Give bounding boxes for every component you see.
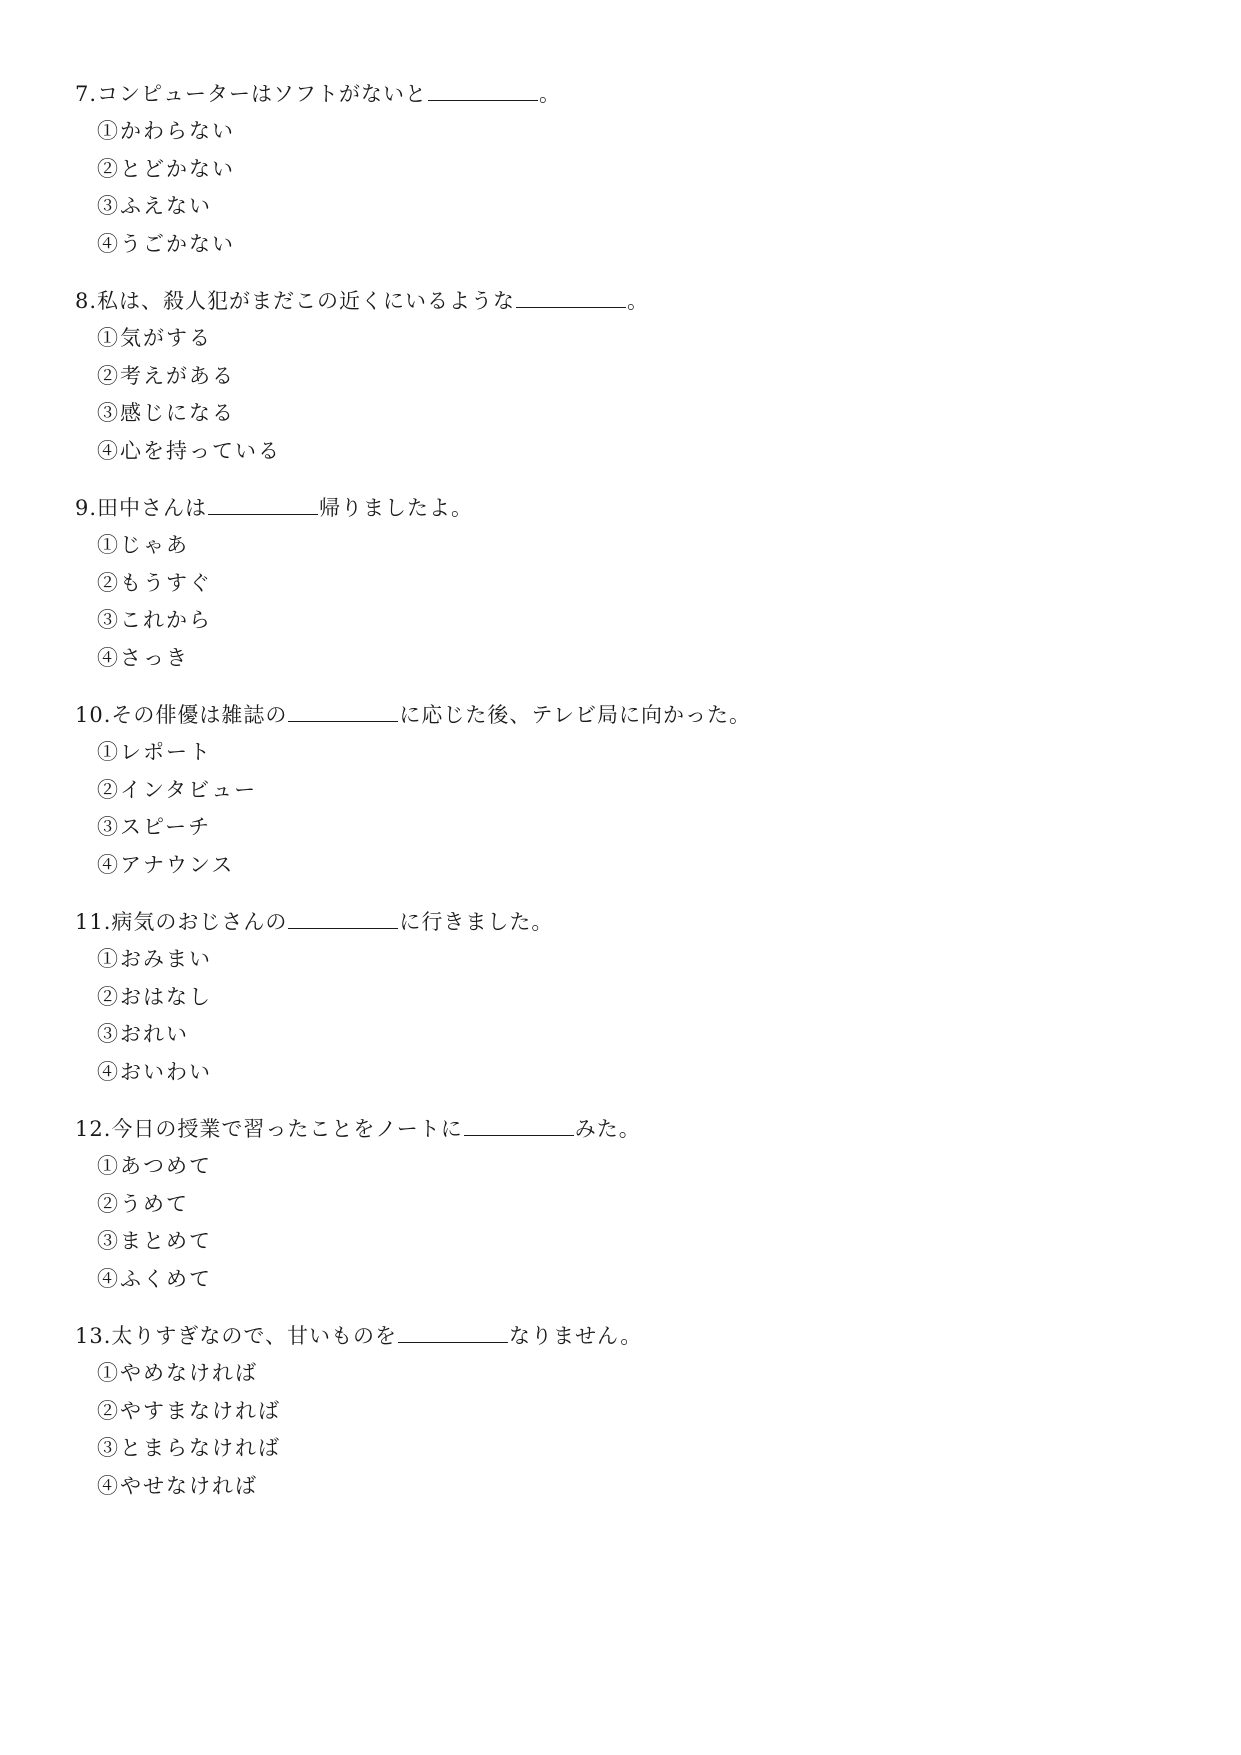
option-1: ①じゃあ bbox=[97, 533, 189, 557]
option-4: ④さっき bbox=[97, 645, 189, 670]
option-list bbox=[75, 1148, 1165, 1298]
question-text-before: 太りすぎなので、甘いものを bbox=[111, 1324, 397, 1348]
option-4: ④心を持っている bbox=[97, 438, 281, 463]
option-4: ④やせなければ bbox=[97, 1473, 258, 1498]
question-number: 7. bbox=[75, 82, 98, 106]
answer-blank bbox=[398, 1318, 508, 1343]
option-2: ②おはなし bbox=[97, 984, 212, 1009]
option-2: ②とどかない bbox=[97, 156, 235, 181]
option-list bbox=[75, 941, 1165, 1091]
question-9 bbox=[75, 490, 1165, 677]
question-text-after: なりません。 bbox=[509, 1324, 643, 1348]
question-number: 12. bbox=[75, 1117, 112, 1141]
question-text-before: 病気のおじさんの bbox=[111, 910, 288, 934]
option-list bbox=[75, 113, 1165, 263]
question-number: 10. bbox=[75, 703, 112, 727]
answer-blank bbox=[208, 490, 318, 515]
option-1: ①おみまい bbox=[97, 947, 212, 971]
option-4: ④ふくめて bbox=[97, 1266, 212, 1291]
question-stem bbox=[75, 490, 1165, 527]
question-text-after: 帰りましたよ。 bbox=[319, 496, 474, 520]
question-8 bbox=[75, 283, 1165, 470]
option-1: ①あつめて bbox=[97, 1154, 212, 1178]
question-12 bbox=[75, 1111, 1165, 1298]
question-10 bbox=[75, 697, 1165, 884]
option-3: ③とまらなければ bbox=[97, 1436, 281, 1460]
option-1: ①気がする bbox=[97, 326, 212, 350]
option-2: ②考えがある bbox=[97, 363, 235, 388]
option-list bbox=[75, 734, 1165, 884]
option-2: ②やすまなければ bbox=[97, 1398, 281, 1423]
option-3: ③これから bbox=[97, 608, 212, 632]
question-text-before: 田中さんは bbox=[97, 496, 208, 520]
question-stem bbox=[75, 1318, 1165, 1355]
question-number: 13. bbox=[75, 1324, 112, 1348]
question-text-before: 私は、殺人犯がまだこの近くにいるような bbox=[97, 289, 516, 313]
question-text-before: 今日の授業で習ったことをノートに bbox=[111, 1117, 463, 1141]
question-number: 11. bbox=[75, 910, 112, 934]
worksheet bbox=[75, 76, 1165, 1525]
option-2: ②インタビュー bbox=[97, 777, 258, 802]
option-2: ②もうすぐ bbox=[97, 570, 212, 595]
option-3: ③感じになる bbox=[97, 401, 235, 425]
question-13 bbox=[75, 1318, 1165, 1505]
option-1: ①かわらない bbox=[97, 119, 235, 143]
question-text-after: に応じた後、テレビ局に向かった。 bbox=[399, 703, 751, 727]
question-number: 8. bbox=[75, 289, 98, 313]
answer-blank bbox=[288, 904, 398, 929]
option-1: ①レポート bbox=[97, 740, 212, 764]
question-number: 9. bbox=[75, 496, 98, 520]
question-text-after: に行きました。 bbox=[399, 910, 554, 934]
question-stem bbox=[75, 76, 1165, 113]
question-text-after: 。 bbox=[539, 82, 562, 106]
option-3: ③おれい bbox=[97, 1022, 189, 1046]
option-4: ④うごかない bbox=[97, 231, 235, 256]
question-stem bbox=[75, 697, 1165, 734]
question-stem bbox=[75, 1111, 1165, 1148]
option-list bbox=[75, 320, 1165, 470]
option-2: ②うめて bbox=[97, 1191, 189, 1216]
option-1: ①やめなければ bbox=[97, 1361, 258, 1385]
answer-blank bbox=[428, 76, 538, 101]
question-text-before: その俳優は雑誌の bbox=[111, 703, 288, 727]
question-stem bbox=[75, 904, 1165, 941]
option-list bbox=[75, 1355, 1165, 1505]
option-4: ④おいわい bbox=[97, 1059, 212, 1084]
option-3: ③まとめて bbox=[97, 1229, 212, 1253]
question-text-before: コンピューターはソフトがないと bbox=[97, 82, 428, 106]
answer-blank bbox=[516, 283, 626, 308]
answer-blank bbox=[288, 697, 398, 722]
option-3: ③ふえない bbox=[97, 194, 212, 218]
answer-blank bbox=[464, 1111, 574, 1136]
question-text-after: みた。 bbox=[574, 1117, 641, 1141]
option-list bbox=[75, 527, 1165, 677]
question-text-after: 。 bbox=[627, 289, 650, 313]
question-7 bbox=[75, 76, 1165, 263]
option-3: ③スピーチ bbox=[97, 815, 212, 839]
option-4: ④アナウンス bbox=[97, 852, 235, 877]
question-11 bbox=[75, 904, 1165, 1091]
question-stem bbox=[75, 283, 1165, 320]
